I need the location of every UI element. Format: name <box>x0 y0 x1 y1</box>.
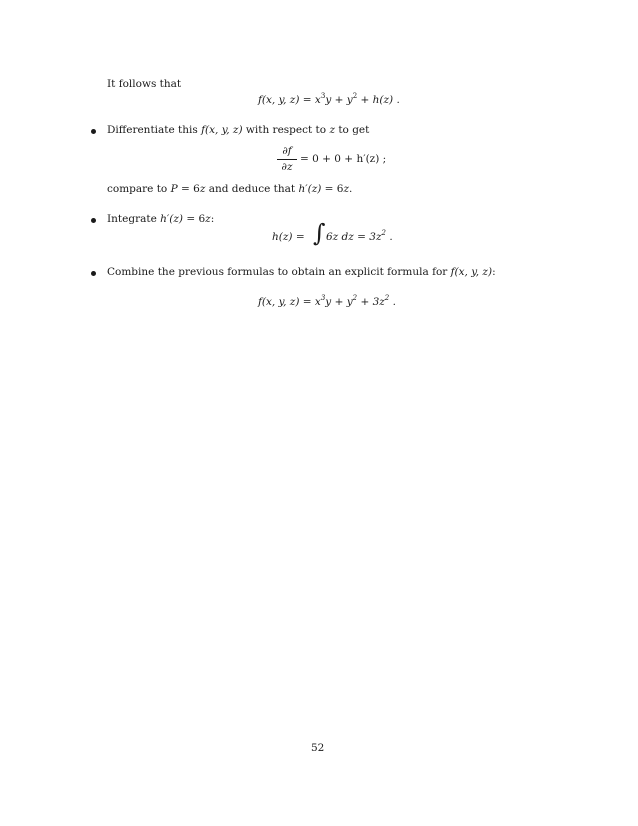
frac-bar <box>277 159 297 160</box>
bullet3-text-b: : <box>492 266 496 278</box>
page-number: 52 <box>311 742 325 754</box>
bullet2-text-c: : <box>210 213 215 225</box>
eq4-x: x <box>314 296 321 308</box>
compare-text-c: and deduce that <box>205 183 299 195</box>
bullet3-text-a: Combine the previous formulas to obtain an explicit formula for <box>107 266 451 278</box>
bullet1-f: f(x, y, z) <box>201 124 243 136</box>
eq1-plus2: + <box>360 94 370 106</box>
eq1-x: x <box>314 94 321 106</box>
compare-h: h′(z) <box>298 183 322 195</box>
bullet2-z: z <box>205 213 211 225</box>
eq1-y2: y <box>346 94 353 106</box>
bullet-dot-1 <box>91 129 96 134</box>
bullet3-text <box>107 266 496 278</box>
eq1-x-exp: 3 <box>320 92 326 100</box>
eq1-y2-exp: 2 <box>352 92 358 100</box>
eq1-y1: y <box>325 94 332 106</box>
compare-text <box>107 183 352 195</box>
eq1-h: h(z) <box>372 94 394 106</box>
eq3-lhs: h(z) = <box>272 231 305 243</box>
eq1-equals: = <box>302 94 312 106</box>
bullet2-text-a: Integrate <box>107 213 161 225</box>
eq1-lhs: f(x, y, z) <box>258 94 300 106</box>
compare-text-a: compare to <box>107 183 171 195</box>
bullet-dot-2 <box>91 218 96 223</box>
compare-z2: z <box>343 183 350 195</box>
integral-sign: ∫ <box>313 219 326 247</box>
eq3-end: . <box>389 231 393 243</box>
eq1-plus1: + <box>334 94 344 106</box>
compare-text-b: = 6 <box>177 183 200 195</box>
bullet1-text <box>107 124 369 136</box>
bullet2-text <box>107 213 214 225</box>
eq3-body <box>326 231 393 243</box>
eq1-end: . <box>396 94 400 106</box>
frac-denominator: ∂z <box>281 161 293 173</box>
bullet2-text-b: = 6 <box>183 213 206 225</box>
eq3-exp: 2 <box>381 229 386 237</box>
compare-text-d: = 6 <box>321 183 344 195</box>
eq4-x-exp: 3 <box>320 294 326 302</box>
partial-fraction <box>277 145 297 174</box>
equation-f <box>258 94 400 106</box>
eq3-body-text: 6z dz = 3z <box>326 231 382 243</box>
equation-final <box>258 296 396 308</box>
compare-text-e: . <box>349 183 353 195</box>
eq4-y-exp: 2 <box>352 294 358 302</box>
bullet1-text-a: Differentiate this <box>107 124 202 136</box>
bullet2-h: h′(z) <box>160 213 183 225</box>
intro-text: It follows that <box>107 78 182 90</box>
bullet1-text-b: with respect to <box>242 124 330 136</box>
eq4-lhs: f(x, y, z) = <box>258 296 312 308</box>
eq4-z-exp: 2 <box>384 294 390 302</box>
eq2-rhs: = 0 + 0 + h′(z) ; <box>300 153 387 165</box>
eq4-mid: y + y <box>325 296 353 308</box>
eq4-end: . <box>392 296 396 308</box>
compare-P: P <box>170 183 178 195</box>
bullet1-z: z <box>329 124 335 136</box>
bullet1-text-c: to get <box>334 124 370 136</box>
bullet3-f: f(x, y, z) <box>450 266 493 278</box>
bullet-dot-3 <box>91 271 96 276</box>
eq4-plus: + 3z <box>357 296 385 308</box>
frac-numerator: ∂f <box>282 145 292 157</box>
compare-z: z <box>199 183 206 195</box>
